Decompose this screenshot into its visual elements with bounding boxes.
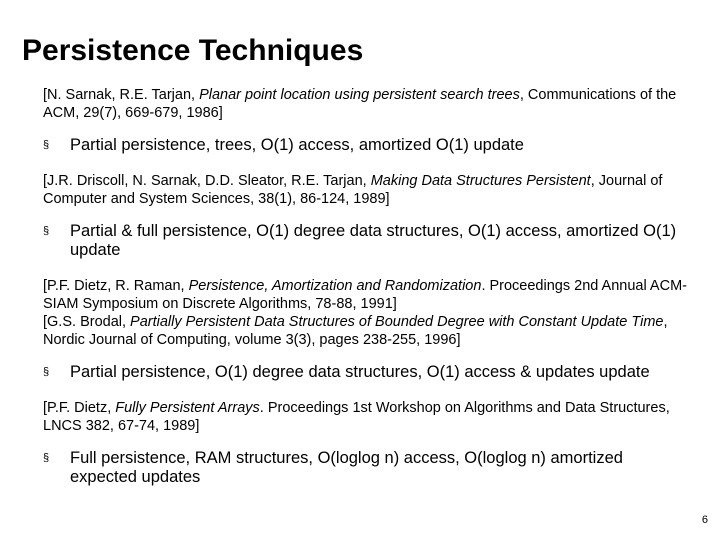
reference-citation xyxy=(43,172,693,208)
reference-authors: [P.F. Dietz, R. Raman, xyxy=(43,278,189,294)
slide-content xyxy=(43,86,693,487)
reference-authors: [G.S. Brodal, xyxy=(43,314,131,330)
bullet-text: Partial & full persistence, O(1) degree data structures, O(1) access, amortized O(1) update xyxy=(70,222,677,259)
reference-authors: [P.F. Dietz, xyxy=(43,400,116,416)
reference-3 xyxy=(43,277,693,313)
bullet-text: Full persistence, RAM structures, O(loglog n) access, O(loglog n) amortized expected updates xyxy=(70,449,623,486)
reference-citation xyxy=(43,86,693,122)
reference-title: Making Data Structures Persistent xyxy=(370,173,591,189)
reference-title: Fully Persistent Arrays xyxy=(115,400,260,416)
reference-1 xyxy=(43,86,693,122)
reference-title: Planar point location using persistent search trees xyxy=(199,87,520,103)
square-bullet-icon: § xyxy=(43,139,50,151)
reference-venue: . Proceedings 1st Workshop on Algorithms and Data Structures, LNCS 382, 67-74, 1989] xyxy=(43,400,670,434)
bullet-item xyxy=(43,363,693,382)
reference-venue: , Journal of Computer and System Sciences, 38(1), 86-124, 1989] xyxy=(43,173,663,207)
reference-4 xyxy=(43,313,693,349)
reference-title: Persistence, Amortization and Randomization xyxy=(188,278,482,294)
reference-venue: , Nordic Journal of Computing, volume 3(3), pages 238-255, 1996] xyxy=(43,314,668,348)
reference-venue: , Communications of the ACM, 29(7), 669-679, 1986] xyxy=(43,87,677,121)
bullet-text: Partial persistence, O(1) degree data structures, O(1) access & updates update xyxy=(70,363,650,381)
reference-venue: . Proceedings 2nd Annual ACM-SIAM Symposium on Discrete Algorithms, 78-88, 1991] xyxy=(43,278,687,312)
bullet-text: Partial persistence, trees, O(1) access, amortized O(1) update xyxy=(70,136,524,154)
square-bullet-icon: § xyxy=(43,225,50,237)
reference-title: Partially Persistent Data Structures of Bounded Degree with Constant Update Time xyxy=(130,314,664,330)
page-number: 6 xyxy=(701,514,708,526)
reference-authors: [J.R. Driscoll, N. Sarnak, D.D. Sleator, R.E. Tarjan, xyxy=(43,173,371,189)
bullet-item xyxy=(43,449,693,487)
reference-citation xyxy=(43,277,693,349)
slide-title: Persistence Techniques xyxy=(22,34,364,67)
reference-2 xyxy=(43,172,693,208)
reference-authors: [N. Sarnak, R.E. Tarjan, xyxy=(43,87,200,103)
bullet-item xyxy=(43,136,693,155)
reference-5 xyxy=(43,399,693,435)
reference-citation xyxy=(43,399,693,435)
square-bullet-icon: § xyxy=(43,366,50,378)
bullet-item xyxy=(43,222,693,260)
square-bullet-icon: § xyxy=(43,452,50,464)
